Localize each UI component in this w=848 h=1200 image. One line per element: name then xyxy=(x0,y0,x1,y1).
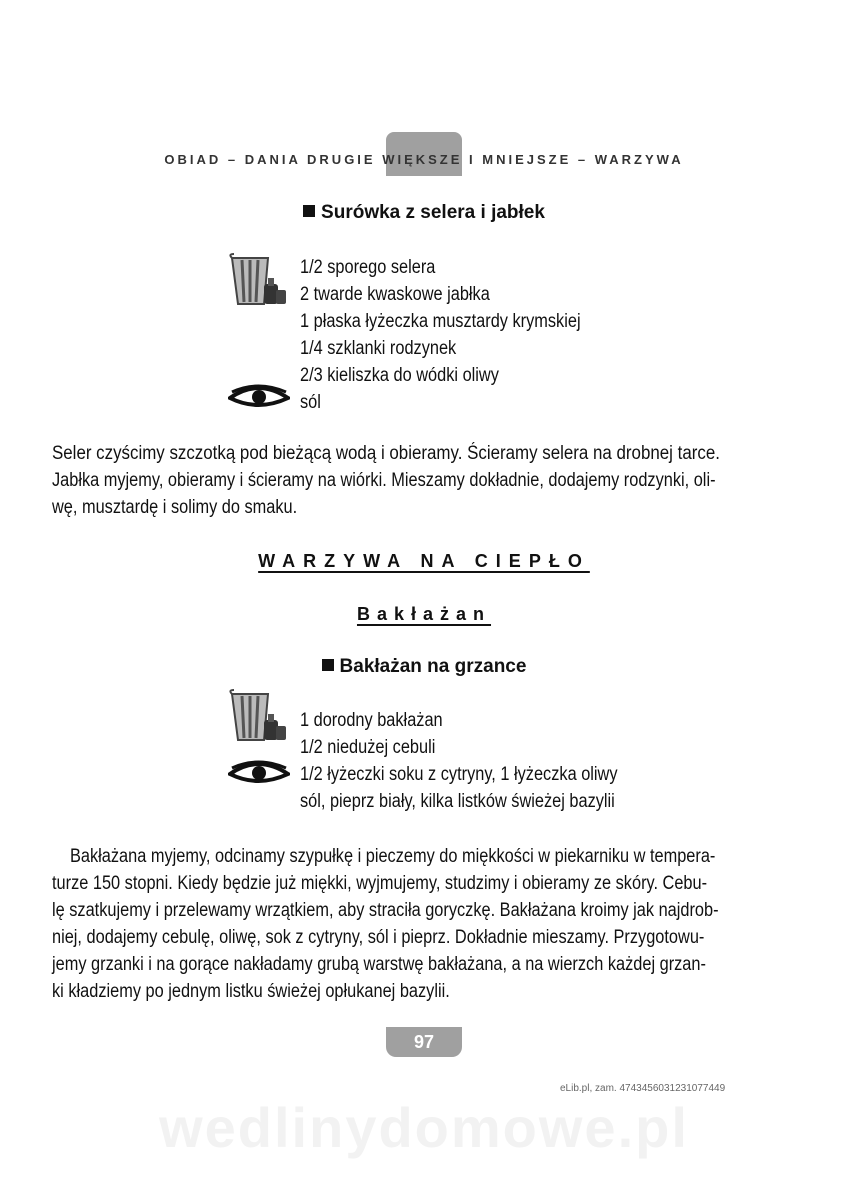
instruction-line: lę szatkujemy i przelewamy wrzątkiem, aby straciła goryczkę. Bakłażana kroimy jak najdrob- xyxy=(52,900,719,921)
instructions-2-first xyxy=(70,843,801,870)
instruction-line: ki kładziemy po jednym listku świeżej opłukanej bazylii. xyxy=(52,981,450,1002)
ingredient-item: 2 twarde kwaskowe jabłka xyxy=(300,284,490,305)
instruction-line: jemy grzanki i na gorące nakładamy grubą warstwę bakłażana, a na wierzch każdej grzan- xyxy=(52,954,706,975)
elib-notice: eLib.pl, zam. 4743456031231077449 xyxy=(560,1083,726,1094)
eye-icon xyxy=(228,384,290,410)
ingredient-list-2 xyxy=(300,707,669,815)
bullet-square-icon xyxy=(322,659,334,671)
ingredient-list-1 xyxy=(300,254,626,416)
recipe-title-1: Surówka z selera i jabłek xyxy=(0,202,848,224)
ingredient-item: 1/2 sporego selera xyxy=(300,257,436,278)
running-head: OBIAD – DANIA DRUGIE WIĘKSZE I MNIEJSZE – WARZYWA xyxy=(164,152,684,167)
eye-icon xyxy=(228,760,290,786)
ingredient-item: sól xyxy=(300,392,321,413)
section-title: WARZYWA NA CIEPŁO xyxy=(258,551,590,571)
ingredient-item: 1 płaska łyżeczka musztardy krymskiej xyxy=(300,311,581,332)
ingredient-item: 1/2 łyżeczki soku z cytryny, 1 łyżeczka oliwy xyxy=(300,764,618,785)
instructions-1 xyxy=(52,440,801,521)
ingredient-item: sól, pieprz biały, kilka listków świeżej bazylii xyxy=(300,791,615,812)
bullet-square-icon xyxy=(303,205,315,217)
page-number: 97 xyxy=(386,1027,462,1057)
instruction-line: Seler czyścimy szczotką pod bieżącą wodą i obieramy. Ścieramy selera na drobnej tarce. xyxy=(52,443,720,464)
ingredient-item: 1/4 szklanki rodzynek xyxy=(300,338,457,359)
instruction-line: Bakłażana myjemy, odcinamy szypułkę i pieczemy do miękkości w piekarniku w tempera- xyxy=(70,846,716,867)
recipe-title-2: Bakłażan na grzance xyxy=(0,656,848,678)
instructions-2 xyxy=(52,870,801,1005)
measuring-jug-icon xyxy=(228,252,288,310)
instruction-line: niej, dodajemy cebulę, oliwę, sok z cytryny, sól i pieprz. Dokładnie mieszamy. Przygotowu- xyxy=(52,927,705,948)
instruction-line: Jabłka myjemy, obieramy i ścieramy na wiórki. Mieszamy dokładnie, dodajemy rodzynki, oli- xyxy=(52,470,716,491)
instruction-line: turze 150 stopni. Kiedy będzie już miękki, wyjmujemy, studzimy i obieramy ze skóry. Cebu- xyxy=(52,873,708,894)
measuring-jug-icon xyxy=(228,688,288,746)
ingredient-item: 1 dorodny bakłażan xyxy=(300,710,443,731)
instruction-line: wę, musztardę i solimy do smaku. xyxy=(52,497,298,518)
watermark: wedlinydomowe.pl xyxy=(159,1096,689,1159)
ingredient-item: 1/2 niedużej cebuli xyxy=(300,737,436,758)
section-subtitle: Bakłażan xyxy=(356,604,492,624)
ingredient-item: 2/3 kieliszka do wódki oliwy xyxy=(300,365,499,386)
